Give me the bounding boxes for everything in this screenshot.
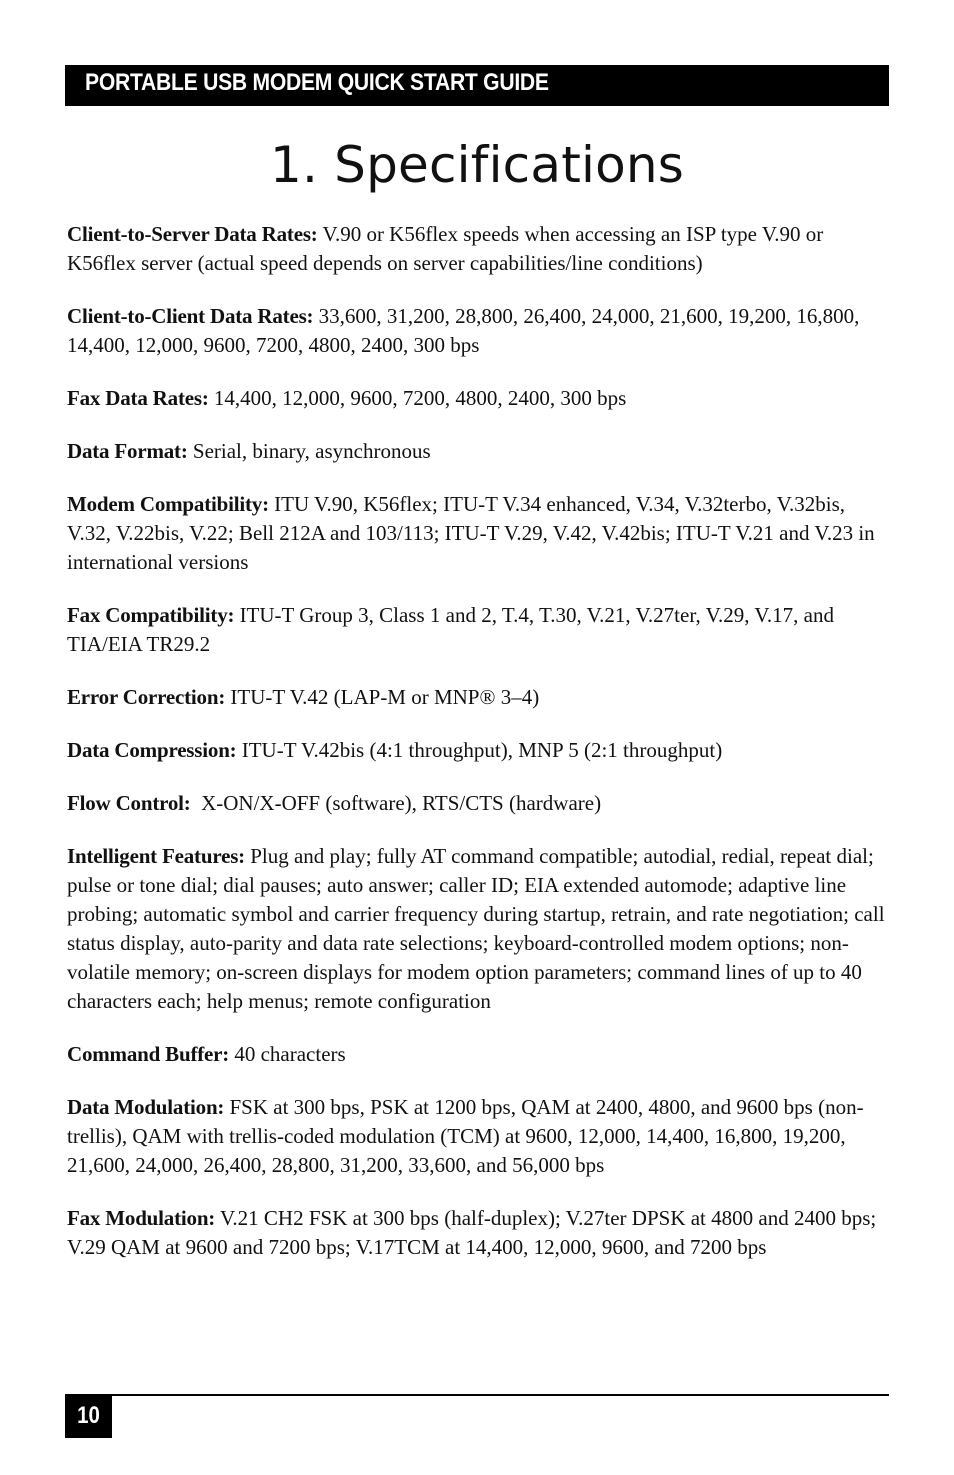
spec-value: FSK at 300 bps, PSK at 1200 bps, QAM at 2400, 4800, and 9600 bps (non-trellis), QAM with trellis-coded modulation (TCM) at 9600, 12,000, 14,400, 16,800, 19,200, 21,600, 24,000, 26,400, 28,800, 31,200, 33,600, and 56,000 bps (67, 1095, 864, 1177)
spec-fax-data-rates (67, 384, 889, 413)
spec-value: X-ON/X-OFF (software), RTS/CTS (hardware) (190, 791, 602, 815)
spec-modem-compatibility (67, 490, 889, 577)
page-number-box (65, 1396, 112, 1438)
spec-value: 14,400, 12,000, 9600, 7200, 4800, 2400, 300 bps (208, 386, 627, 410)
spec-client-to-client-data-rates (67, 302, 889, 360)
spec-intelligent-features (67, 842, 889, 1016)
spec-label: Data Format: (67, 439, 188, 463)
spec-label: Fax Modulation: (67, 1206, 216, 1230)
header-bar (65, 65, 889, 106)
spec-command-buffer (67, 1040, 889, 1069)
spec-error-correction (67, 683, 889, 712)
page-title: 1. Specifications (269, 136, 685, 194)
spec-data-format (67, 437, 889, 466)
page-number: 10 (77, 1402, 100, 1429)
spec-label: Modem Compatibility: (67, 492, 269, 516)
spec-label: Fax Data Rates: (67, 386, 209, 410)
spec-label: Command Buffer: (67, 1042, 230, 1066)
specifications-list (67, 220, 889, 1286)
spec-value: ITU-T Group 3, Class 1 and 2, T.4, T.30, V.21, V.27ter, V.29, V.17, and TIA/EIA TR29.2 (67, 603, 834, 656)
header-title: PORTABLE USB MODEM QUICK START GUIDE (85, 69, 549, 96)
spec-label: Data Modulation: (67, 1095, 225, 1119)
spec-value: 40 characters (229, 1042, 346, 1066)
spec-flow-control (67, 789, 889, 818)
spec-label: Fax Compatibility: (67, 603, 235, 627)
spec-fax-compatibility (67, 601, 889, 659)
spec-value: ITU V.90, K56flex; ITU-T V.34 enhanced, V.34, V.32terbo, V.32bis, V.32, V.22bis, V.22; Bell 212A and 103/113; ITU-T V.29, V.42, V.42bis; ITU-T V.21 and V.23 in international versions (67, 492, 875, 574)
footer-divider (65, 1394, 889, 1396)
spec-data-modulation (67, 1093, 889, 1180)
spec-value: Serial, binary, asynchronous (187, 439, 431, 463)
spec-value: Plug and play; fully AT command compatible; autodial, redial, repeat dial; pulse or tone dial; dial pauses; auto answer; caller ID; EIA extended automode; adaptive line probing; automatic symbol and carrier frequency during startup, retrain, and rate negotiation; call status display, auto-parity and data rate selections; keyboard-controlled modem options; non-volatile memory; on-screen displays for modem option parameters; command lines of up to 40 characters each; help menus; remote configuration (67, 844, 885, 1013)
spec-label: Client-to-Client Data Rates: (67, 304, 314, 328)
spec-label: Intelligent Features: (67, 844, 245, 868)
spec-value: ITU-T V.42 (LAP-M or MNP® 3–4) (225, 685, 540, 709)
spec-client-to-server-data-rates (67, 220, 889, 278)
spec-value: V.21 CH2 FSK at 300 bps (half-duplex); V.27ter DPSK at 4800 and 2400 bps; V.29 QAM at 9600 and 7200 bps; V.17TCM at 14,400, 12,000, 9600, and 7200 bps (67, 1206, 877, 1259)
spec-label: Data Compression: (67, 738, 237, 762)
spec-value: 33,600, 31,200, 28,800, 26,400, 24,000, 21,600, 19,200, 16,800, 14,400, 12,000, 9600, 7200, 4800, 2400, 300 bps (67, 304, 860, 357)
spec-label: Error Correction: (67, 685, 226, 709)
spec-fax-modulation (67, 1204, 889, 1262)
spec-value: V.90 or K56flex speeds when accessing an ISP type V.90 or K56flex server (actual speed depends on server capabilities/line conditions) (67, 222, 824, 275)
spec-value: ITU-T V.42bis (4:1 throughput), MNP 5 (2:1 throughput) (236, 738, 723, 762)
spec-label: Client-to-Server Data Rates: (67, 222, 318, 246)
spec-label: Flow Control: (67, 791, 191, 815)
spec-data-compression (67, 736, 889, 765)
